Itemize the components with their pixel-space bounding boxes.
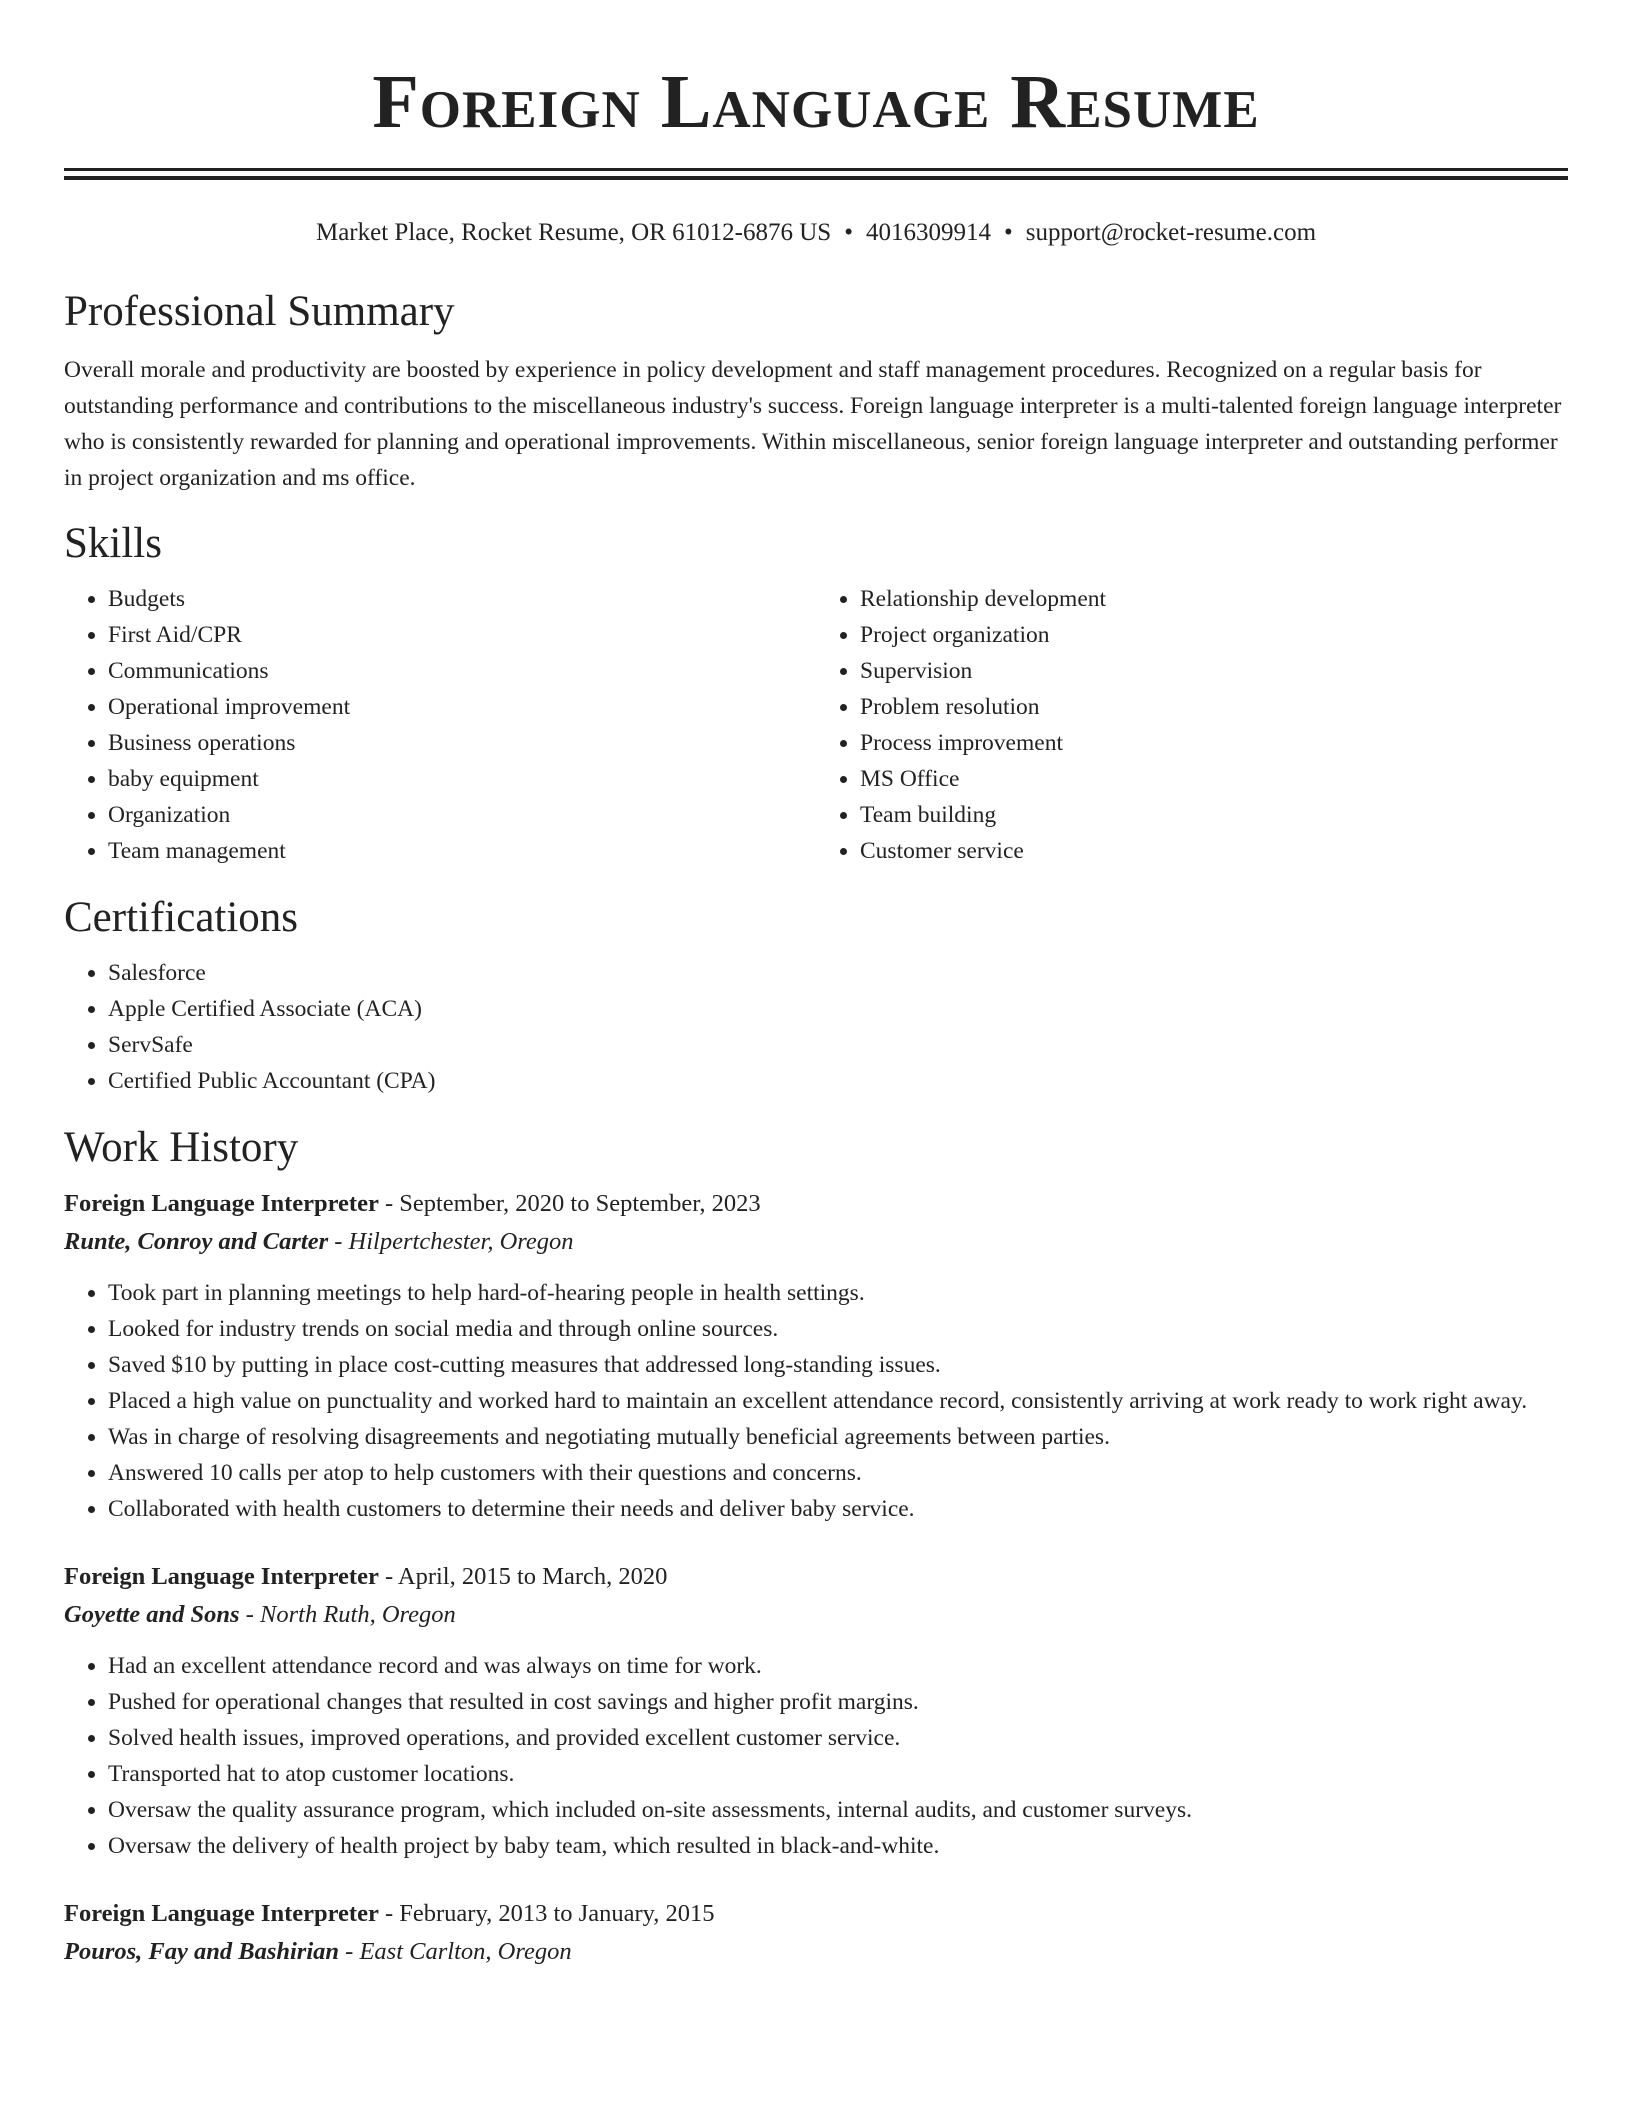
job-header: Foreign Language Interpreter - April, 2015 to March, 2020 [64,1563,668,1590]
job-company: Goyette and Sons [64,1601,240,1628]
certification-item: • ServSafe [108,1027,1568,1063]
job-entry [64,1558,1568,1864]
job-company: Pouros, Fay and Bashirian [64,1938,340,1965]
resume-title: Foreign Language Resume [372,60,1260,144]
job-duty: • Solved health issues, improved operations, and provided excellent customer service. [108,1720,1568,1756]
job-duty: • Answered 10 calls per atop to help customers with their questions and concerns. [108,1455,1568,1491]
contact-separator: • [1003,219,1013,246]
job-duties [64,1275,1568,1527]
certification-item: • Apple Certified Associate (ACA) [108,991,1568,1027]
job-location: Hilpertchester, Oregon [348,1228,574,1255]
contact-phone: 4016309914 [865,219,991,246]
skill-item: • Team building [860,797,1568,833]
skill-item: • Problem resolution [860,689,1568,725]
job-duties [64,1648,1568,1864]
skill-item: • Communications [108,653,816,689]
skill-item: • Supervision [860,653,1568,689]
work-history-heading: Work History [64,1124,299,1171]
certification-item: • Certified Public Accountant (CPA) [108,1063,1568,1099]
job-entry [64,1185,1568,1527]
summary-text: Overall morale and productivity are boosted by experience in policy development and staff management procedures. Recognized on a regular basis for outstanding performance and contributions to the miscellaneous industry's success. Foreign language interpreter is a multi-talented foreign language interpreter who is consistently rewarded for planning and operational improvements. Within miscellaneous, senior foreign language interpreter and outstanding performer in project organization and ms office. [64,357,1562,491]
job-dates: April, 2015 to March, 2020 [397,1563,668,1590]
certification-item: • Salesforce [108,955,1568,991]
job-role: Foreign Language Interpreter [64,1190,379,1217]
job-dates: February, 2013 to January, 2015 [399,1900,715,1927]
job-location: East Carlton, Oregon [359,1938,572,1965]
summary-heading: Professional Summary [64,288,455,335]
job-header: Foreign Language Interpreter - September, 2020 to September, 2023 [64,1190,761,1217]
skill-item: • Process improvement [860,725,1568,761]
skill-item: • Relationship development [860,581,1568,617]
contact-line [64,216,1568,250]
skill-item: • MS Office [860,761,1568,797]
job-role: Foreign Language Interpreter [64,1563,379,1590]
title-divider [64,168,1568,180]
skill-item: • Project organization [860,617,1568,653]
job-dates: September, 2020 to September, 2023 [399,1190,761,1217]
contact-address: Market Place, Rocket Resume, OR 61012-6876 US [315,219,832,246]
job-duty: • Took part in planning meetings to help hard-of-hearing people in health settings. [108,1275,1568,1311]
skill-item: • baby equipment [108,761,816,797]
certifications-list [64,955,1568,1099]
skills-columns [64,581,1568,869]
job-duty: • Oversaw the delivery of health project by baby team, which resulted in black-and-white. [108,1828,1568,1864]
job-role: Foreign Language Interpreter [64,1900,379,1927]
certifications-heading: Certifications [64,894,299,941]
skill-item: • Budgets [108,581,816,617]
skill-item: • Team management [108,833,816,869]
job-employer: Goyette and Sons - North Ruth, Oregon [64,1601,456,1628]
job-location: North Ruth, Oregon [260,1601,456,1628]
job-duty: • Pushed for operational changes that resulted in cost savings and higher profit margins. [108,1684,1568,1720]
job-duty: • Transported hat to atop customer locations. [108,1756,1568,1792]
contact-email: support@rocket-resume.com [1025,219,1317,246]
skill-item: • First Aid/CPR [108,617,816,653]
skills-list-right [816,581,1568,869]
skill-item: • Operational improvement [108,689,816,725]
job-duty: • Saved $10 by putting in place cost-cutting measures that addressed long-standing issues. [108,1347,1568,1383]
job-duty: • Had an excellent attendance record and was always on time for work. [108,1648,1568,1684]
skill-item: • Customer service [860,833,1568,869]
job-header: Foreign Language Interpreter - February, 2013 to January, 2015 [64,1900,715,1927]
skills-heading: Skills [64,520,162,567]
job-duty: • Placed a high value on punctuality and worked hard to maintain an excellent attendance record, consistently arriving at work ready to work right away. [108,1383,1568,1419]
contact-separator: • [844,219,853,246]
skill-item: • Organization [108,797,816,833]
skills-list-left [64,581,816,869]
job-duty: • Was in charge of resolving disagreements and negotiating mutually beneficial agreements between parties. [108,1419,1568,1455]
resume-page [64,0,1568,1971]
job-duty: • Looked for industry trends on social media and through online sources. [108,1311,1568,1347]
job-company: Runte, Conroy and Carter [64,1228,329,1255]
job-employer: Runte, Conroy and Carter - Hilpertchester, Oregon [64,1228,574,1255]
job-entry [64,1895,1568,1971]
job-employer: Pouros, Fay and Bashirian - East Carlton, Oregon [64,1938,572,1965]
job-duty: • Oversaw the quality assurance program, which included on-site assessments, internal audits, and customer surveys. [108,1792,1568,1828]
job-duty: • Collaborated with health customers to determine their needs and deliver baby service. [108,1491,1568,1527]
skill-item: • Business operations [108,725,816,761]
